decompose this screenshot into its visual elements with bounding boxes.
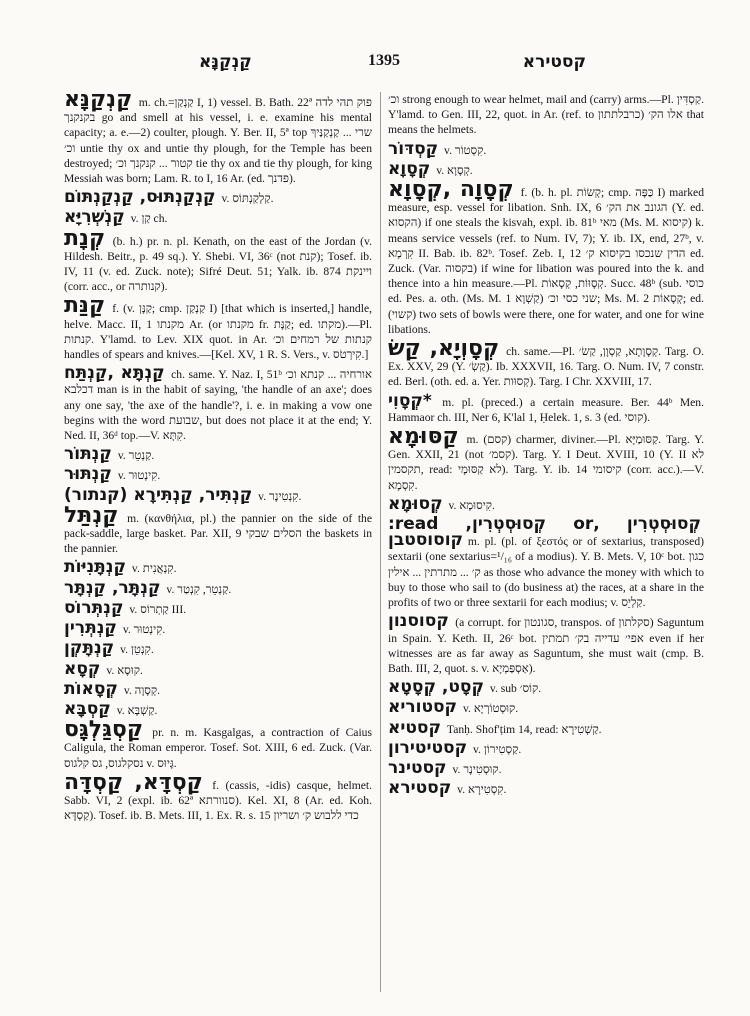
definition: v. קְסָוָה. bbox=[123, 683, 160, 697]
headword: קַנְתּוּר bbox=[64, 464, 112, 485]
headword: קַסּוּמָא bbox=[388, 424, 459, 450]
entry bbox=[64, 557, 372, 578]
header-right-word: קסטירא bbox=[522, 52, 586, 72]
headword: קַסְדָּא, קַסְדָּה bbox=[64, 769, 203, 795]
definition: v. קִסְטוֹר. bbox=[444, 143, 487, 157]
entry bbox=[388, 493, 704, 514]
definition: v. קוּסְטוֹרְיָא. bbox=[462, 702, 519, 716]
entry bbox=[64, 577, 372, 598]
headword: קַנְתִּיר, קַנְתִּירָא (קנתור) bbox=[64, 484, 253, 505]
entry bbox=[64, 225, 372, 295]
headword: קְסָט, קְסָטָא bbox=[388, 677, 484, 698]
headword: קַנְקַנְתּוּס, קַנְקַנְתּוֹם bbox=[64, 187, 216, 208]
header-left-word: קַנְקַנָּא bbox=[199, 52, 252, 72]
right-column bbox=[388, 92, 704, 996]
definition: v. קְסָוָא. bbox=[436, 163, 473, 177]
definition: v. קִסְטִירָא. bbox=[457, 783, 507, 797]
left-column bbox=[64, 92, 372, 996]
headword: קַנְתּוֹר bbox=[64, 444, 112, 465]
entry bbox=[388, 514, 704, 610]
definition: v. קִנְאֲנִית. bbox=[131, 562, 177, 576]
headword: קַנְתְּרוֹס bbox=[64, 597, 124, 618]
entry bbox=[64, 597, 372, 618]
headword: קַסְדּוֹר bbox=[388, 138, 439, 159]
definition: v. קִנְטִינָר. bbox=[258, 489, 302, 503]
headword: קַנְתָּקְן bbox=[64, 638, 115, 659]
headword: קסטוריא bbox=[388, 697, 458, 718]
entry bbox=[64, 618, 372, 639]
entry bbox=[64, 92, 372, 186]
entry bbox=[388, 424, 704, 493]
headword: קְסוּסְטְרִין ,or קְסוּסְטְרִין, read: קוסוסטבן bbox=[388, 514, 701, 551]
headword: קַנְתָּא ,קַנְתַּח bbox=[64, 363, 165, 384]
entry bbox=[64, 658, 372, 679]
definition: m. (קסם) charmer, diviner.—Pl. קַסּוּמַיָּא. Targ. Y. Gen. XXII, 21 (not קסמ׳). Targ. Y. I Deut. XVIII, 10 (Y. II לא תקסמין, read: לא קַסּוּמָי). Targ. Y. ib. 14 קיסומי (corr. acc.).—V. קִסְמָא. bbox=[388, 433, 704, 492]
entry bbox=[64, 464, 372, 485]
definition: m. (κανθήλια, pl.) the pannier on the side of the pack-saddle, large basket. Par. XII, 9 הסלים שבקי the baskets in the pannier. bbox=[64, 511, 372, 556]
definition: (b. h.) pr. n. pl. Kenath, on the east of the Jordan (v. Hildesh. Beitr., p. 49 sq.). Y. Shebi. VI, 36ᶜ (not קנת); Tosef. ib. IV, 11 (v. ed. Zuck. note); Sifré Deut. 51; Yalk. ib. 874 ויינקת (corr. acc., or קנותרה). bbox=[64, 234, 372, 294]
entry bbox=[388, 611, 704, 676]
definition: v. קוּסָא. bbox=[106, 663, 143, 677]
headword: קְסָוְיָא, קַשׂ bbox=[388, 336, 500, 362]
definition: pr. n. m. Kasgalgas, a contraction of Caius Caligula, the Roman emperor. Tosef. Sot. XIII, 6 ed. Zuck. (Var. נסקלגוס, גס קלגוס v. גָּיוּס. bbox=[64, 726, 372, 770]
entry bbox=[388, 737, 704, 758]
page-number: 1395 bbox=[368, 52, 400, 69]
entry bbox=[388, 336, 704, 390]
headword: קְסָא bbox=[64, 658, 101, 679]
headword: קַנְשְׁרִיָּא bbox=[64, 207, 125, 228]
entry bbox=[64, 363, 372, 443]
definition: f. (v. קַנָּן; cmp. קַנְקַן I) [that which is inserted,] handle, helve. Macc. II, 1 מקנתו Ar. (or מקנתו fr. קַנָּת; ed. מקתו).—Pl. קנתות. Y'lamd. to Lev. XIX quot. in Ar. קנתות של רמחים וכ׳ handles of spears and knives.—[Kel. XV, 1 R. S. Vers., v. קִירְטֹס.] bbox=[64, 302, 372, 362]
headword: קַנְקַנָּא bbox=[64, 92, 133, 112]
definition: v. קַשְׁבָּא. bbox=[116, 703, 158, 717]
definition: v. קִינְטוּר. bbox=[117, 469, 161, 483]
entry bbox=[388, 697, 704, 718]
entry bbox=[388, 757, 704, 778]
definition: ch. same.—Pl. קְסָוָתָא, קַסְוָן, קַשׂ׳. Targ. O. Ex. XXV, 29 (Y. קַשְׂ׳). Ib. XXXVII, 16. Targ. O. Num. IV, 7 constr. ed. Berl. (oth. ed. a. Yer. קְסוּות). Targ. I Chr. XXVIII, 17. bbox=[388, 345, 704, 389]
headword: קַנְתַּל bbox=[64, 502, 119, 528]
headword: *קְסָוִי bbox=[388, 390, 432, 411]
entry bbox=[388, 390, 704, 425]
entry bbox=[388, 138, 704, 159]
entry bbox=[388, 158, 704, 179]
entry bbox=[64, 484, 372, 505]
definition: v. קוּסְטִינָר. bbox=[452, 762, 502, 776]
headword: קְנָת bbox=[64, 225, 106, 251]
headword: קַנְתָּר, קַנְתָּר bbox=[64, 577, 161, 598]
entry bbox=[64, 717, 372, 771]
definition: ch. same. Y. Naz. I, 51ᵇ אורחיה ... קנתא וכ׳ דכלבא man is in the habit of saying, 'the handle of an axe'; does any one say, 'the axe of the handle'?, i. e. in making a vow one begins with the word שבועת, but does not place it at the end; Y. Ned. II, 36ᵈ top.—V. קִתָּא. bbox=[64, 368, 372, 443]
headword: קסטיטירון bbox=[388, 737, 468, 758]
definition: v. קַתְרוֹס III. bbox=[129, 602, 187, 616]
headword: קְסוּמָא bbox=[388, 493, 443, 514]
definition: v. קַנְטֵר. bbox=[117, 449, 155, 463]
definition: v. קִיסוּמָא. bbox=[448, 498, 495, 512]
columns bbox=[64, 92, 704, 996]
headword: קַנְתָּנִיּוֹת bbox=[64, 557, 126, 578]
entry bbox=[64, 293, 372, 362]
entry bbox=[388, 677, 704, 698]
headword: קַסְגַּלְגָּס bbox=[64, 717, 144, 743]
entry bbox=[64, 678, 372, 699]
definition: v. sub קוֹס׳. bbox=[489, 682, 542, 696]
entry bbox=[388, 92, 704, 138]
headword: קְסָוָה ,קְסָוָא bbox=[388, 177, 514, 203]
definition: וכ׳ strong enough to wear helmet, mail and (carry) arms.—Pl. קַסְדִּין. Y'lamd. to Gen. III, 22, quot. in Ar. (ref. to אלו הק׳ (כרבלתתון that means the helmets. bbox=[388, 93, 704, 137]
headword: קְסָוָא bbox=[388, 158, 431, 179]
headword: קַנְתְּרִין bbox=[64, 618, 117, 639]
definition: v. קִנְטֵן. bbox=[120, 643, 154, 657]
headword: קסוסנון bbox=[388, 611, 449, 632]
running-header bbox=[64, 52, 704, 74]
entry bbox=[64, 187, 372, 208]
definition: v. קִינְטוּר. bbox=[122, 623, 166, 637]
definition: f. (b. h. pl. קְשׂוֹת; cmp. כַּפָּה I) marked measure, esp. vessel for libation. Snh. IX, 6 הגונב את הק׳ (Y. ed. הקסוא) if one steals the kisvah, expl. ib. 81ᵇ מאי (Ms. M. קיסוא) k. means service vessels (ref. to Num. IV, 7); Y. ib. IX, end, 27ᵇ, v. קִרְמָא II. Bab. ib. 82ᵇ. Tosef. Zeb. I, 12 הדין שנכסו בקיסוא ק׳ ed. Zuck. (Var. בקסוה) if wine for libation was poured into the k. and thence into a hin measure.—Pl. קְסָוּוֹת, קְסָאוֹת. Succ. 48ᵇ (sub. כוסי ed. Pes. a. oth. (Ms. M. 1 קַשְׁוָא) שני כסי וכ׳; Ms. M. 2 קְסָאוֹת; ed. (קשוי) two sets of bowls were there, one for water, and one for wine libations. bbox=[388, 186, 704, 336]
entry bbox=[64, 207, 372, 228]
entry bbox=[64, 444, 372, 465]
entry bbox=[64, 769, 372, 824]
definition: v. קַלְקַנְתּוֹס. bbox=[221, 192, 274, 206]
headword: קסטינר bbox=[388, 757, 447, 778]
definition: (a corrupt. for סגונטון, transpos. of סקלתון) Saguntum in Spain. Y. Keth. II, 26ᶜ bot. אפי׳ עדייה בק׳ תמתין even if her witnesses are as far away as Saguntum, she must wait (cmp. B. Bath. III, 2, quot. s. v. אַסְפַּמְיָא). bbox=[388, 616, 704, 675]
definition: f. (cassis, -idis) casque, helmet. Sabb. VI, 2 (expl. ib. 62ª סנוורתא). Kel. XI, 8 (Ar. ed. Koh. קַסְדָּא). Tosef. ib. B. Mets. III, 1. Ex. R. s. 15 כדי ללבוש ק׳ ושריון bbox=[64, 778, 372, 823]
entry bbox=[388, 778, 704, 799]
headword: קסטירא bbox=[388, 778, 452, 799]
definition: Tanḥ. Shof'ṭim 14, read: קַשְׁטִירָא. bbox=[446, 722, 602, 736]
entry bbox=[64, 638, 372, 659]
entry bbox=[64, 502, 372, 557]
headword: קַסְבָּא bbox=[64, 698, 111, 719]
definition: v. קַן ch. bbox=[130, 212, 168, 226]
definition: m. pl. (preced.) a certain measure. Ber. 44ᵇ Men. Hammaor ch. III, Ner 6, K'lal 1, Ḥelek. 1, s. 3 (ed. קוסי). bbox=[388, 395, 704, 424]
headword: קסטיא bbox=[388, 717, 442, 738]
entry bbox=[388, 717, 704, 738]
entry bbox=[388, 177, 704, 337]
definition: v. קַסְטִירוֹן. bbox=[473, 742, 522, 756]
definition: m. ch.=קַנְקַן I, 1) vessel. B. Bath. 22ª פוק תהי לדה בקנקנך go and smell at his vessel, i. e. examine his mental capacity; a. e.—2) coulter, plough. Y. Ber. II, 5ª top שרי ... קַנְקַנַּיךְ וכ׳ untie thy ox and untie thy plough, for the Temple has been destroyed; קטור ... קנקנך וכ׳ tie thy ox and tie thy plough, for king Messiah was born; Lam. R. to I, 16 Ar. (ed. פדנך). bbox=[64, 96, 372, 186]
definition: m. pl. (pl. of ξεστός or of sextarius, transposed) sextarii (one sextarius=¹/₁₆ of a modius). Y. B. Mets. V, 10ᶜ bot. כגון ק׳ ... מתרתין ... אילין as those who advance the money with which to buy to those who sail to (do business at) the races, at a share in the profits of two or three sextarii for each modius; v. קַלְיֵס. bbox=[388, 535, 704, 610]
entry bbox=[64, 698, 372, 719]
headword: קַנַּת bbox=[64, 293, 106, 319]
headword: קְסָאוֹת bbox=[64, 678, 118, 699]
definition: v. קַנְטֵר, קִנְטַר. bbox=[166, 582, 232, 596]
